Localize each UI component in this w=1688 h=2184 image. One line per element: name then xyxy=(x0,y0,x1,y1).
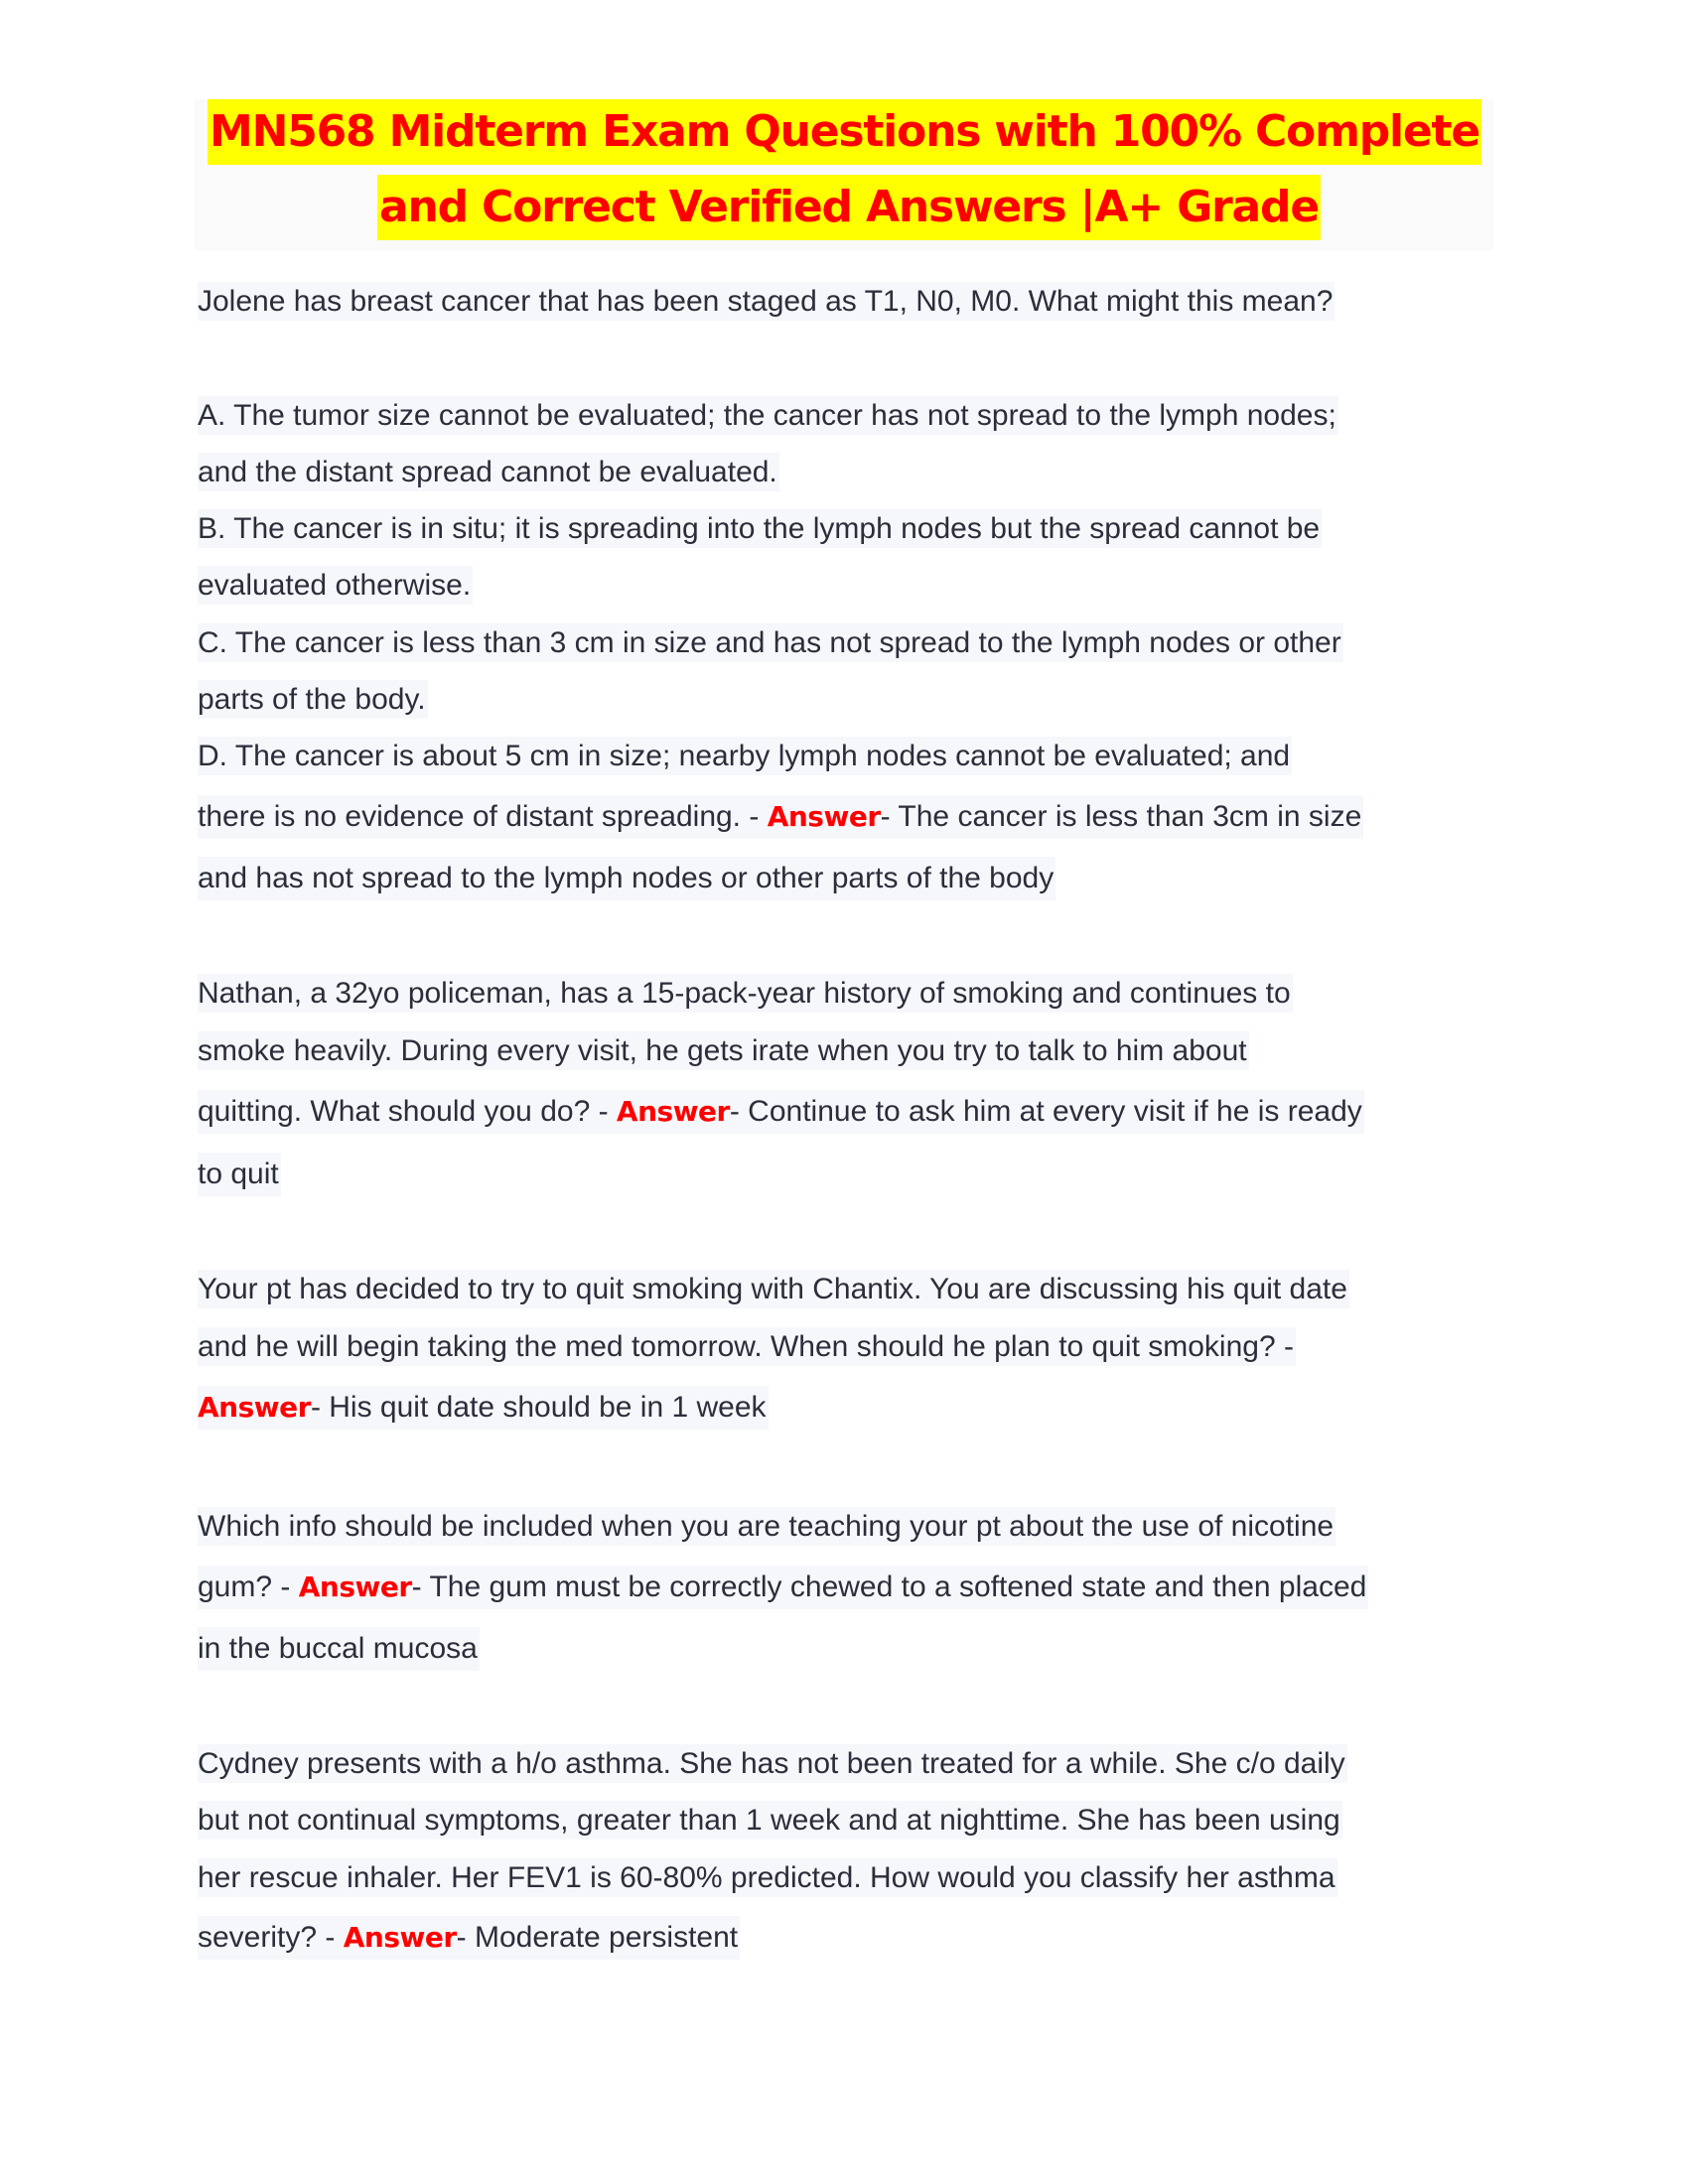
answer-label: Answer xyxy=(298,1570,412,1603)
answer-label: Answer xyxy=(343,1921,457,1954)
option-d: D. The cancer is about 5 cm in size; nearby lymph nodes cannot be evaluated; and xyxy=(198,737,1292,775)
question-with-answer xyxy=(198,1566,1368,1609)
question-with-answer xyxy=(198,1916,740,1960)
option-d-with-answer xyxy=(198,795,1363,839)
answer-text: - The gum must be correctly chewed to a softened state and then placed xyxy=(411,1570,1367,1603)
answer-label: Answer xyxy=(767,800,881,833)
option-a: A. The tumor size cannot be evaluated; the cancer has not spread to the lymph nodes; xyxy=(198,396,1338,435)
option-b-cont: evaluated otherwise. xyxy=(198,566,473,605)
answer-text-cont: in the buccal mucosa xyxy=(198,1627,480,1671)
question-with-answer xyxy=(198,1090,1364,1134)
answer-text-cont: and has not spread to the lymph nodes or other parts of the body xyxy=(198,857,1055,900)
option-c-cont: parts of the body. xyxy=(198,680,428,719)
option-a-cont: and the distant spread cannot be evaluated. xyxy=(198,453,779,491)
question-text-cont: smoke heavily. During every visit, he gets irate when you try to talk to him about xyxy=(198,1031,1249,1070)
question-text: Jolene has breast cancer that has been staged as T1, N0, M0. What might this mean? xyxy=(198,282,1335,321)
question-text: Cydney presents with a h/o asthma. She has not been treated for a while. She c/o daily xyxy=(198,1744,1347,1783)
question-text: Your pt has decided to try to quit smoking with Chantix. You are discussing his quit date xyxy=(198,1270,1349,1308)
line-text: gum? - xyxy=(198,1570,299,1603)
line-text: quitting. What should you do? - xyxy=(198,1095,617,1128)
document-title-line-1: MN568 Midterm Exam Questions with 100% Complete xyxy=(208,99,1481,165)
option-b: B. The cancer is in situ; it is spreading into the lymph nodes but the spread cannot be xyxy=(198,509,1322,548)
line-text: severity? - xyxy=(198,1921,344,1954)
answer-text-cont: to quit xyxy=(198,1153,281,1196)
line-text: there is no evidence of distant spreading. - xyxy=(198,800,768,833)
question-text-cont: and he will begin taking the med tomorrow. When should he plan to quit smoking? - xyxy=(198,1327,1296,1366)
question-text: Nathan, a 32yo policeman, has a 15-pack-year history of smoking and continues to xyxy=(198,974,1293,1013)
question-text: Which info should be included when you are teaching your pt about the use of nicotine xyxy=(198,1507,1336,1546)
question-text-cont: but not continual symptoms, greater than 1 week and at nighttime. She has been using xyxy=(198,1801,1342,1840)
answer-text: - His quit date should be in 1 week xyxy=(310,1391,767,1424)
answer-text: - Moderate persistent xyxy=(456,1921,739,1954)
option-c: C. The cancer is less than 3 cm in size and has not spread to the lymph nodes or other xyxy=(198,623,1343,662)
answer-line xyxy=(198,1386,769,1430)
document-title-line-2: and Correct Verified Answers |A+ Grade xyxy=(377,175,1321,240)
question-text-cont: her rescue inhaler. Her FEV1 is 60-80% predicted. How would you classify her asthma xyxy=(198,1858,1337,1897)
answer-label: Answer xyxy=(198,1391,311,1424)
answer-text: - Continue to ask him at every visit if he is ready xyxy=(729,1095,1362,1128)
answer-text: - The cancer is less than 3cm in size xyxy=(880,800,1362,833)
answer-label: Answer xyxy=(616,1095,730,1128)
